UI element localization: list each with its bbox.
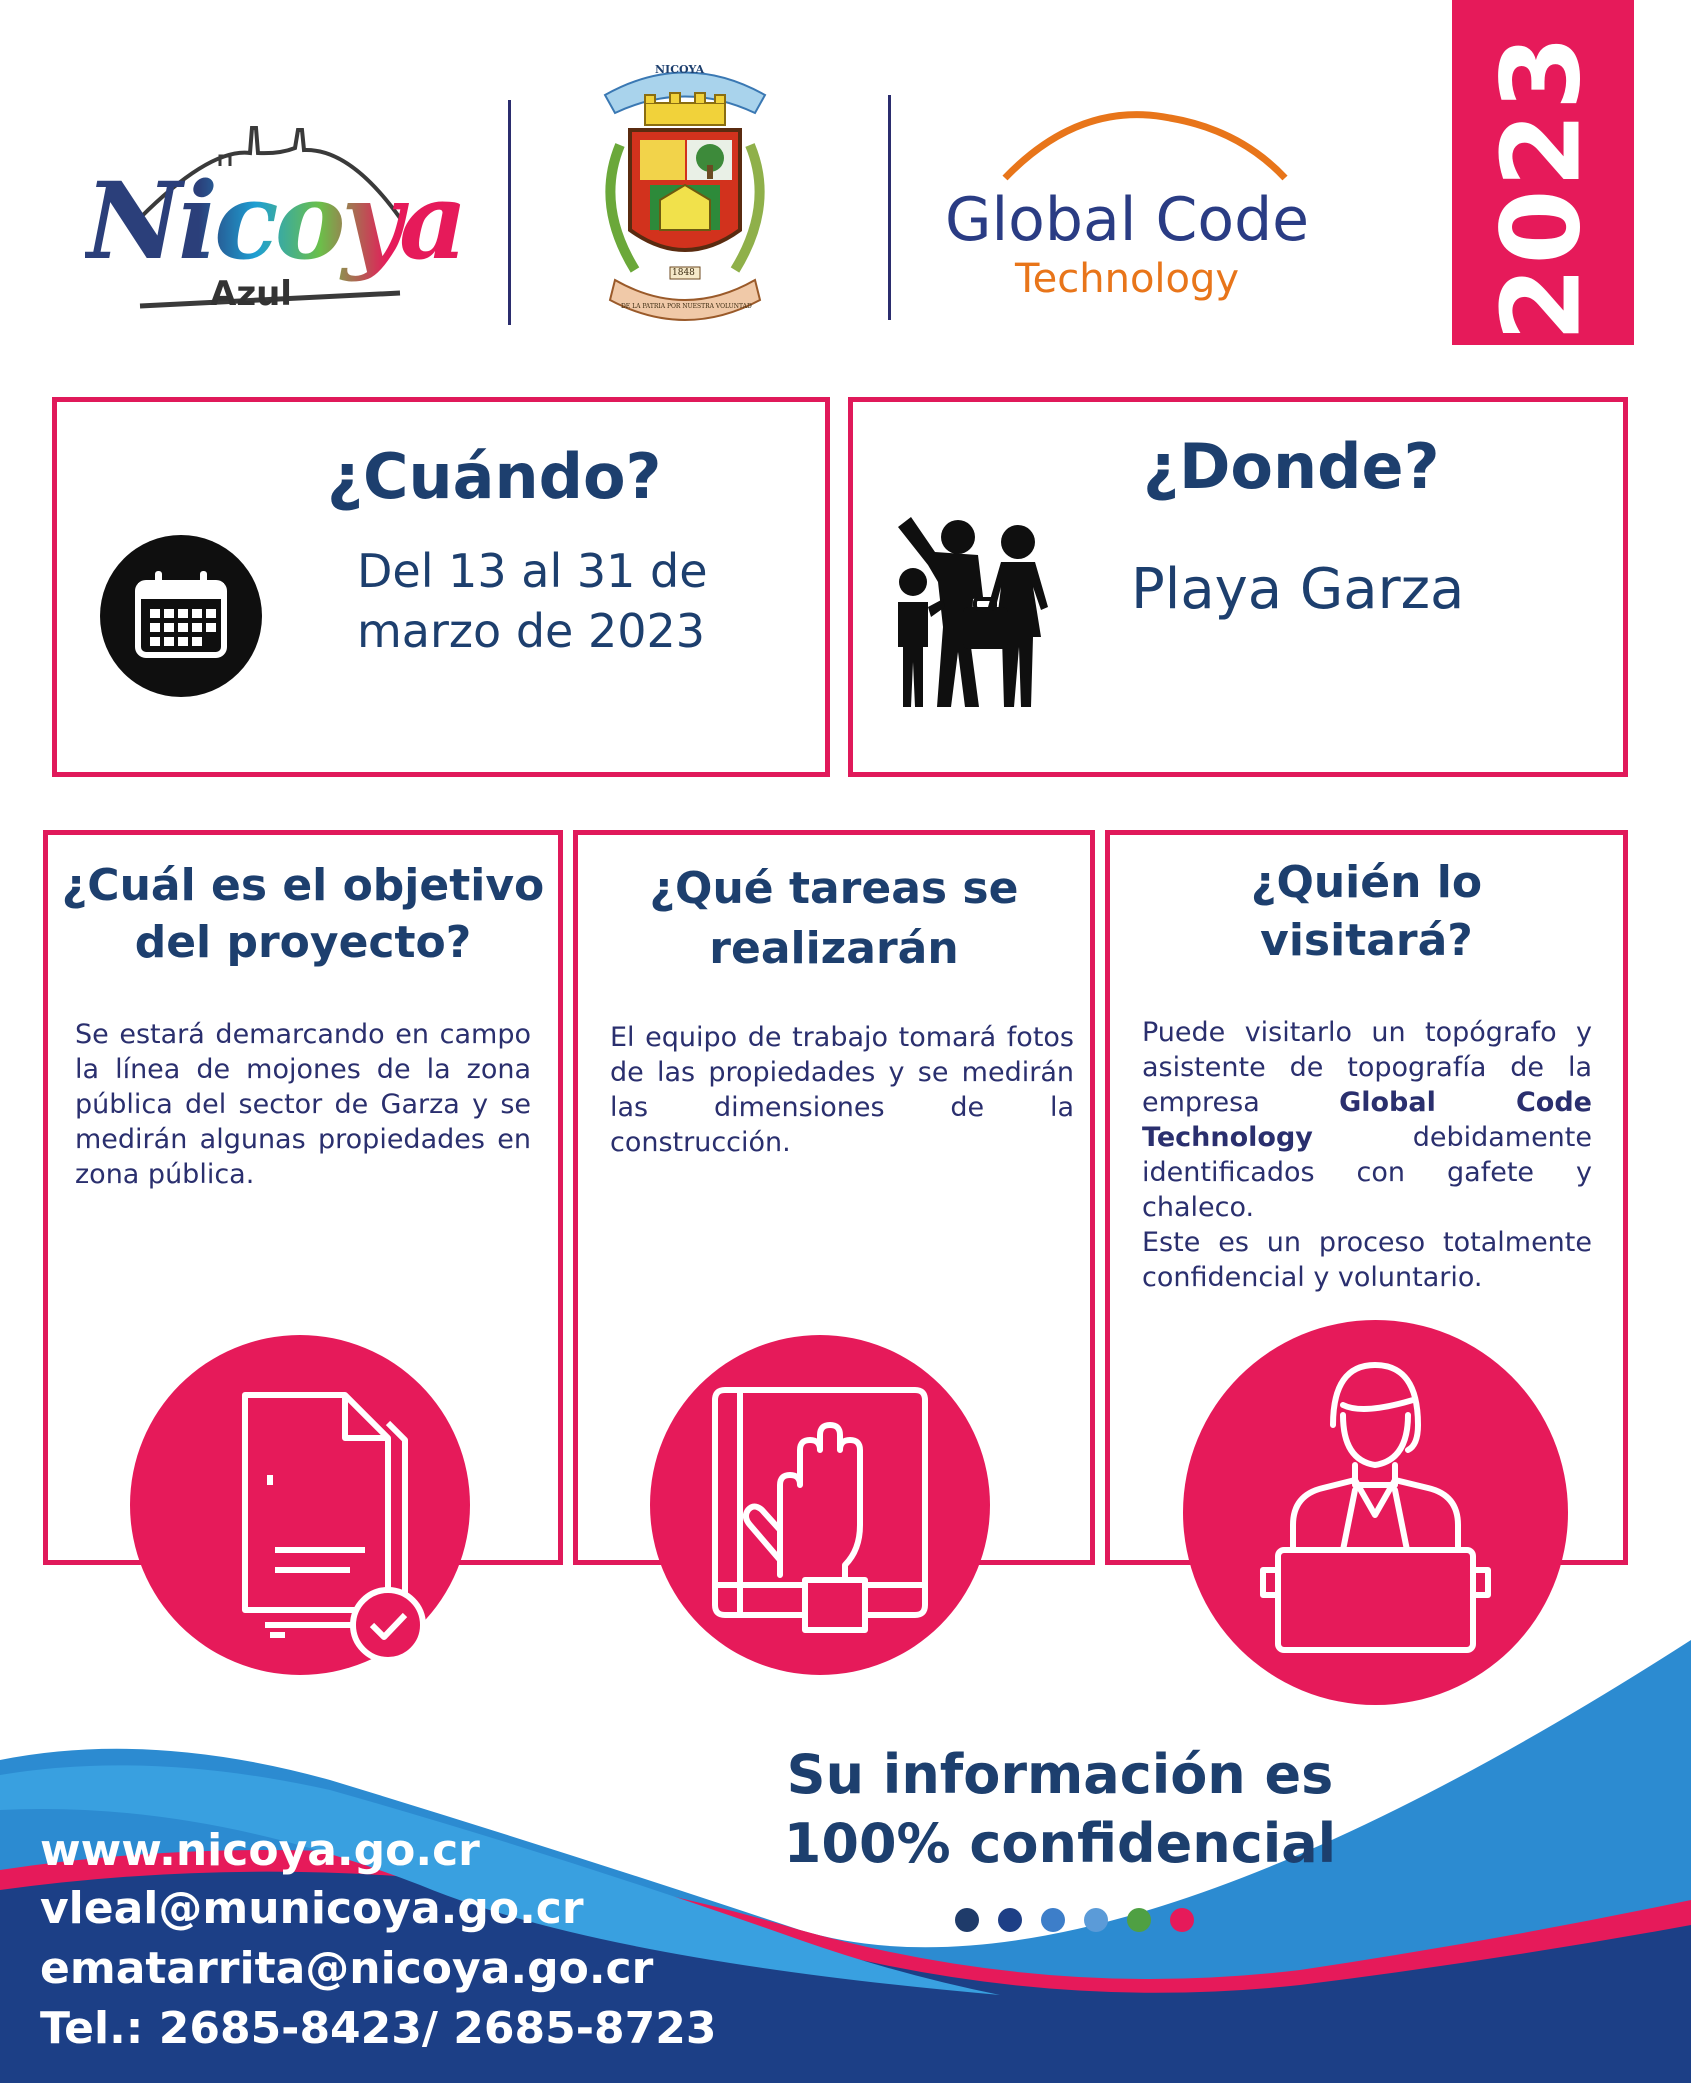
email-link-1[interactable]: vleal@municoya.go.cr: [40, 1883, 584, 1934]
document-circle: [130, 1335, 470, 1675]
visitor-text-2: Este es un proceso totalmente confidencial y voluntario.: [1142, 1227, 1592, 1293]
nicoya-coat-of-arms: [575, 55, 795, 355]
dot-4: [1084, 1908, 1108, 1932]
tasks-title-line2: realizarán: [709, 923, 959, 974]
email-link-2[interactable]: ematarrita@nicoya.go.cr: [40, 1943, 654, 1994]
objective-text: Se estará demarcando en campo la línea de mojones de la zona pública del sector de Garza y se medirán algunas propiedades en zona pública.: [75, 1019, 531, 1190]
year-tag-text: 2023: [1479, 33, 1605, 342]
technology-text: Technology: [1015, 256, 1240, 302]
tasks-text: El equipo de trabajo tomará fotos de las propiedades y se medirán las dimensiones de la construcción.: [610, 1022, 1074, 1158]
when-title: ¿Cuándo?: [327, 440, 662, 513]
confidential-line1: Su información es: [786, 1743, 1334, 1806]
azul-text: Azul: [210, 274, 292, 314]
when-date-line2: marzo de 2023: [357, 604, 706, 658]
shield-ribbon-text: NICOYA: [655, 63, 705, 76]
confidential-line2: 100% confidencial: [783, 1812, 1337, 1875]
visitor-text: [1142, 1015, 1592, 1225]
where-title: ¿Donde?: [1143, 430, 1440, 503]
nicoya-azul-logo: [80, 108, 464, 318]
objective-title-line2: del proyecto?: [134, 917, 472, 968]
shield-motto-text: DE LA PATRIA POR NUESTRA VOLUNTAD: [621, 303, 752, 310]
when-card: [52, 397, 830, 777]
where-place: Playa Garza: [1131, 557, 1465, 622]
dot-5: [1127, 1908, 1151, 1932]
oath-circle: [650, 1335, 990, 1675]
when-date-line1: Del 13 al 31 de: [357, 544, 708, 598]
visitor-text-a: Puede visitarlo un topógrafo y asistente de topografía de la empresa: [1142, 1017, 1592, 1118]
header-divider-1: [508, 100, 511, 325]
visitor-title-line1: ¿Quién lo: [1250, 857, 1483, 908]
document-check-icon: [130, 1335, 470, 1675]
year-tag: [1452, 0, 1634, 345]
global-code-logo: [940, 110, 1360, 320]
calendar-icon: [100, 535, 262, 697]
visitor-text-b: debidamente identificados con gafete y chaleco.: [1142, 1122, 1592, 1223]
tasks-title-line1: ¿Qué tareas se: [649, 863, 1019, 914]
shield-year-text: 1848: [672, 268, 695, 278]
visitor-title-line2: visitará?: [1260, 915, 1473, 966]
dot-6: [1170, 1908, 1194, 1932]
website-link[interactable]: www.nicoya.go.cr: [40, 1825, 480, 1876]
objective-title-line1: ¿Cuál es el objetivo: [61, 860, 545, 911]
global-code-text: Global Code: [945, 185, 1310, 255]
dot-1: [955, 1908, 979, 1932]
dot-2: [998, 1908, 1022, 1932]
dot-3: [1041, 1908, 1065, 1932]
visitor-text-company: Global Code Technology: [1142, 1087, 1592, 1153]
phone-text: Tel.: 2685-8423/ 2685-8723: [40, 2003, 717, 2054]
where-card: [848, 397, 1628, 777]
nicoya-script-text: Nicoya: [85, 158, 464, 283]
header-divider-2: [888, 95, 891, 320]
hand-on-book-icon: [650, 1335, 990, 1675]
color-dots: [955, 1908, 1215, 1938]
family-travel-icon: [883, 507, 1063, 707]
